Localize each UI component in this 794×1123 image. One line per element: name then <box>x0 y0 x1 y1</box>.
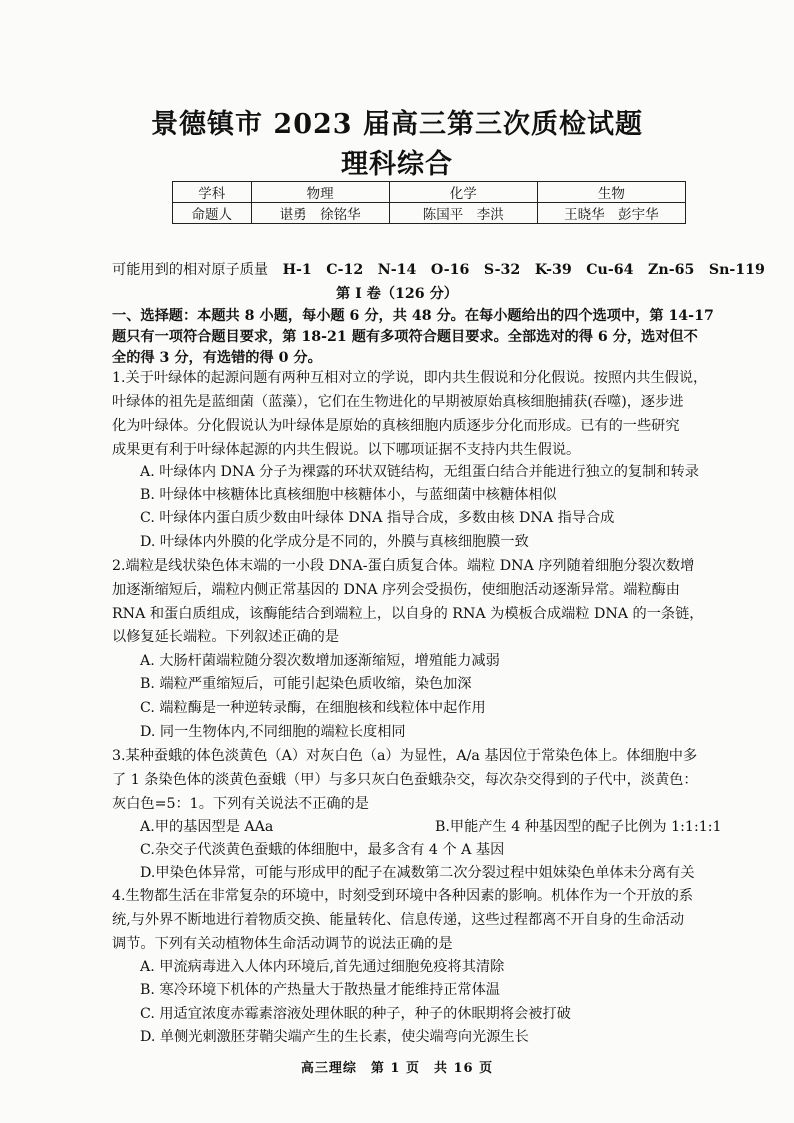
question-stem-line: 以修复延长端粒。下列叙述正确的是 <box>112 629 340 645</box>
atomic-mass-item: Sn-119 <box>708 262 765 278</box>
option-b: B.甲能产生 4 种基因型的配子比例为 1:1:1:1 <box>435 819 722 835</box>
option-d: D. 单侧光刺激胚芽鞘尖端产生的生长素，使尖端弯向光源生长 <box>140 1029 529 1045</box>
table-cell: 王晓华 彭宇华 <box>537 203 685 224</box>
atomic-masses-line <box>112 260 765 280</box>
section-title: 第 I 卷（126 分） <box>335 286 458 302</box>
option-d: D. 同一生物体内,不同细胞的端粒长度相同 <box>140 724 406 740</box>
option-a: A.甲的基因型是 AAa <box>140 819 274 835</box>
question-stem-line: 加逐渐缩短后，端粒内侧正常基因的 DNA 序列会受损伤，使细胞活动逐渐异常。端粒酶由 <box>112 582 680 598</box>
option-a: A. 大肠杆菌端粒随分裂次数增加逐渐缩短，增殖能力减弱 <box>140 653 500 669</box>
question-stem-line: 灰白色=5：1。下列有关说法不正确的是 <box>112 796 369 812</box>
table-row <box>173 203 686 224</box>
question-stem-line: RNA 和蛋白质组成，该酶能结合到端粒上，以自身的 RNA 为模板合成端粒 DNA 的一条链， <box>112 606 704 622</box>
table-cell: 物理 <box>251 182 389 203</box>
option-row <box>140 817 722 837</box>
option-d: D. 叶绿体内外膜的化学成分是不同的，外膜与真核细胞膜一致 <box>140 534 529 550</box>
table-row <box>173 182 686 203</box>
option-b: B. 端粒严重缩短后，可能引起染色质收缩，染色加深 <box>140 676 472 692</box>
atomic-mass-item: C-12 <box>326 262 364 278</box>
atomic-mass-item: S-32 <box>483 262 521 278</box>
option-c: C.杂交子代淡黄色蚕蛾的体细胞中，最多含有 4 个 A 基因 <box>140 842 505 858</box>
option-c: C. 用适宜浓度赤霉素溶液处理休眠的种子，种子的休眠期将会被打破 <box>140 1006 571 1022</box>
table-cell: 化学 <box>389 182 537 203</box>
table-cell: 陈国平 李洪 <box>389 203 537 224</box>
question-stem-line: 3.某种蚕蛾的体色淡黄色（A）对灰白色（a）为显性，A/a 基因位于常染色体上。体细胞中多 <box>112 748 698 764</box>
option-d: D.甲染色体异常，可能与形成甲的配子在减数第二次分裂过程中姐妹染色单体未分离有关 <box>140 865 695 881</box>
option-c: C. 端粒酶是一种逆转录酶，在细胞核和线粒体中起作用 <box>140 700 486 716</box>
option-a: A. 甲流病毒进入人体内环境后,首先通过细胞免疫将其清除 <box>140 959 505 975</box>
exam-title: 景德镇市 2023 届高三第三次质检试题 <box>151 109 643 140</box>
atomic-masses-label: 可能用到的相对原子质量 <box>112 262 269 278</box>
atomic-mass-item: O-16 <box>430 262 470 278</box>
authors-table <box>172 181 686 224</box>
instruction-line: 一、选择题：本题共 8 小题，每小题 6 分，共 48 分。在每小题给出的四个选项中，第 14-17 <box>112 308 714 324</box>
instruction-line: 题只有一项符合题目要求，第 18-21 题有多项符合题目要求。全部选对的得 6 分，选对但不 <box>112 329 698 345</box>
table-cell: 谌勇 徐铭华 <box>251 203 389 224</box>
question-stem-line: 统,与外界不断地进行着物质交换、能量转化、信息传递，这些过程都离不开自身的生命活动 <box>112 912 685 928</box>
atomic-mass-item: Zn-65 <box>648 262 695 278</box>
question-stem-line: 1.关于叶绿体的起源问题有两种互相对立的学说，即内共生假说和分化假说。按照内共生假说， <box>112 370 708 386</box>
exam-subtitle: 理科综合 <box>341 149 453 180</box>
question-stem-line: 了 1 条染色体的淡黄色蚕蛾（甲）与多只灰白色蚕蛾杂交，每次杂交得到的子代中，淡黄色： <box>112 772 698 788</box>
atomic-mass-item: N-14 <box>377 262 417 278</box>
table-cell: 学科 <box>173 182 252 203</box>
atomic-mass-item: Cu-64 <box>586 262 634 278</box>
question-stem-line: 化为叶绿体。分化假说认为叶绿体是原始的真核细胞内质逐步分化而形成。已有的一些研究 <box>112 418 680 434</box>
atomic-mass-item: K-39 <box>534 262 572 278</box>
question-stem-line: 2.端粒是线状染色体末端的一小段 DNA-蛋白质复合体。端粒 DNA 序列随着细胞分裂次数增 <box>112 558 695 574</box>
table-cell: 生物 <box>537 182 685 203</box>
page-footer: 高三理综 第 1 页 共 16 页 <box>300 1061 494 1076</box>
option-c: C. 叶绿体内蛋白质少数由叶绿体 DNA 指导合成，多数由核 DNA 指导合成 <box>140 510 615 526</box>
question-stem-line: 成果更有利于叶绿体起源的内共生假说。以下哪项证据不支持内共生假说。 <box>112 442 581 458</box>
instruction-line: 全的得 3 分，有选错的得 0 分。 <box>112 350 322 366</box>
option-a: A. 叶绿体内 DNA 分子为裸露的环状双链结构，无组蛋白结合并能进行独立的复制和转录 <box>140 464 699 480</box>
question-stem-line: 叶绿体的祖先是蓝细菌（蓝藻），它们在生物进化的早期被原始真核细胞捕获(吞噬)，逐步进 <box>112 394 684 410</box>
atomic-mass-item: H-1 <box>282 262 312 278</box>
option-b: B. 寒冷环境下机体的产热量大于散热量才能维持正常体温 <box>140 982 500 998</box>
question-stem-line: 调节。下列有关动植物体生命活动调节的说法正确的是 <box>112 936 453 952</box>
option-b: B. 叶绿体中核糖体比真核细胞中核糖体小，与蓝细菌中核糖体相似 <box>140 487 557 503</box>
question-stem-line: 4.生物都生活在非常复杂的环境中，时刻受到环境中各种因素的影响。机体作为一个开放的系 <box>112 888 694 904</box>
table-cell: 命题人 <box>173 203 252 224</box>
